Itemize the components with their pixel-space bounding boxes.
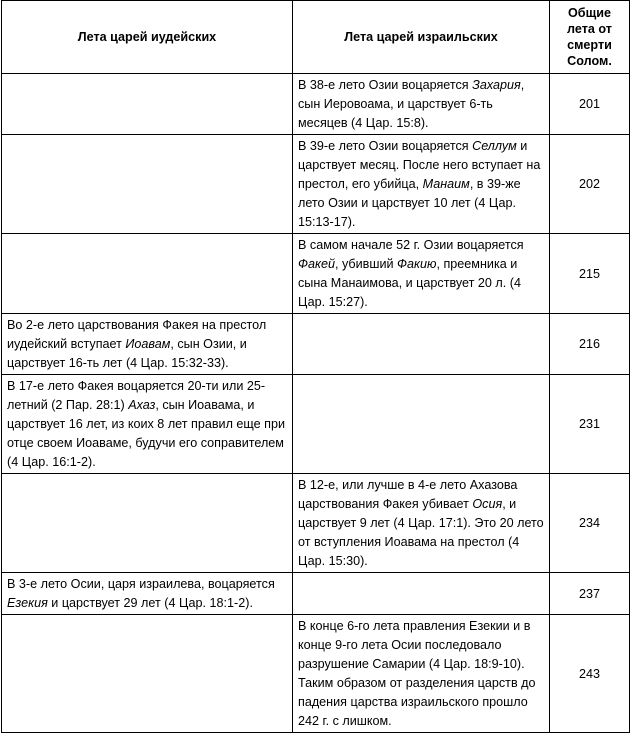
chronology-table: [1, 0, 630, 733]
year-cell: 234: [550, 474, 630, 573]
israel-cell: [293, 474, 550, 573]
judah-cell: [2, 375, 293, 474]
king-name: Селлум: [472, 139, 517, 153]
text-segment: В 39-е лето Озии воцаряется: [298, 139, 473, 153]
year-cell: 215: [550, 234, 630, 314]
judah-cell: [2, 234, 293, 314]
king-name: Осия: [472, 497, 503, 511]
israel-cell: [293, 375, 550, 474]
header-judah-kings: Лета царей иудейских: [2, 1, 293, 74]
table-row: [2, 375, 630, 474]
table-row: [2, 474, 630, 573]
year-cell: 216: [550, 314, 630, 375]
judah-cell: [2, 615, 293, 733]
table-row: [2, 74, 630, 135]
king-name: Захария: [472, 78, 521, 92]
judah-cell: [2, 314, 293, 375]
text-segment: , преемника и сына Манаимова, и царствует 20 л. (4 Цар. 15:27).: [298, 257, 521, 309]
israel-cell: [293, 74, 550, 135]
israel-cell: [293, 234, 550, 314]
king-name: Езекия: [7, 596, 48, 610]
israel-cell: [293, 135, 550, 234]
judah-cell: [2, 573, 293, 615]
year-cell: 231: [550, 375, 630, 474]
header-israel-kings: Лета царей израильских: [293, 1, 550, 74]
israel-cell: [293, 573, 550, 615]
table-row: [2, 573, 630, 615]
table-body: [2, 74, 630, 733]
year-cell: 243: [550, 615, 630, 733]
text-segment: В конце 6-го лета правления Езекии и в конце 9-го лета Осии последовало разрушение Самарии (4 Цар. 18:9-10). Таким образом от разделения царств до падения царства израильского прошло 242 г. с лишком.: [298, 619, 536, 728]
year-cell: 237: [550, 573, 630, 615]
text-segment: В 17-е лето Факея воцаряется 20-ти или 25-летний (2 Пар. 28:1): [7, 379, 266, 412]
judah-cell: [2, 74, 293, 135]
table-row: [2, 314, 630, 375]
header-row: [2, 1, 630, 74]
text-segment: В 38-е лето Озии воцаряется: [298, 78, 473, 92]
judah-cell: [2, 135, 293, 234]
text-segment: Во 2-е лето царствования Факея на престол иудейский вступает: [7, 318, 267, 351]
header-total-years: Общие лета от смерти Солом.: [550, 1, 630, 74]
king-name: Ахаз: [128, 398, 156, 412]
text-segment: , сын Иеровоама, и царствует 6-ть месяцев (4 Цар. 15:8).: [298, 78, 525, 130]
year-cell: 201: [550, 74, 630, 135]
text-segment: , сын Озии, и царствует 16-ть лет (4 Цар. 15:32-33).: [7, 337, 247, 370]
text-segment: В самом начале 52 г. Озии воцаряется: [298, 238, 524, 252]
text-segment: , убивший: [334, 257, 398, 271]
year-cell: 202: [550, 135, 630, 234]
text-segment: , и царствует 9 лет (4 Цар. 17:1). Это 20 лето от вступления Иоавама на престол (4 Цар. 15:30).: [298, 497, 544, 568]
text-segment: , сын Иоавама, и царствует 16 лет, из коих 8 лет правил еще при отце своем Иоаваме, будучи его соправителем (4 Цар. 16:1-2).: [7, 398, 286, 469]
king-name: Иоавам: [125, 337, 171, 351]
text-segment: , в 39-же лето Озии и царствует 10 лет (4 Цар. 15:13-17).: [298, 177, 521, 229]
table-row: [2, 615, 630, 733]
text-segment: В 12-е, или лучше в 4-е лето Ахазова царствования Факея убивает: [298, 478, 518, 511]
israel-cell: [293, 314, 550, 375]
israel-cell: [293, 615, 550, 733]
king-name: Факей: [298, 257, 335, 271]
table-row: [2, 135, 630, 234]
table-row: [2, 234, 630, 314]
text-segment: В 3-е лето Осии, царя израилева, воцаряется: [7, 577, 275, 591]
judah-cell: [2, 474, 293, 573]
text-segment: и царствует 29 лет (4 Цар. 18:1-2).: [47, 596, 253, 610]
king-name: Манаим: [422, 177, 470, 191]
text-segment: и царствует месяц. После него вступает на престол, его убийца,: [298, 139, 541, 191]
king-name: Факию: [397, 257, 437, 271]
